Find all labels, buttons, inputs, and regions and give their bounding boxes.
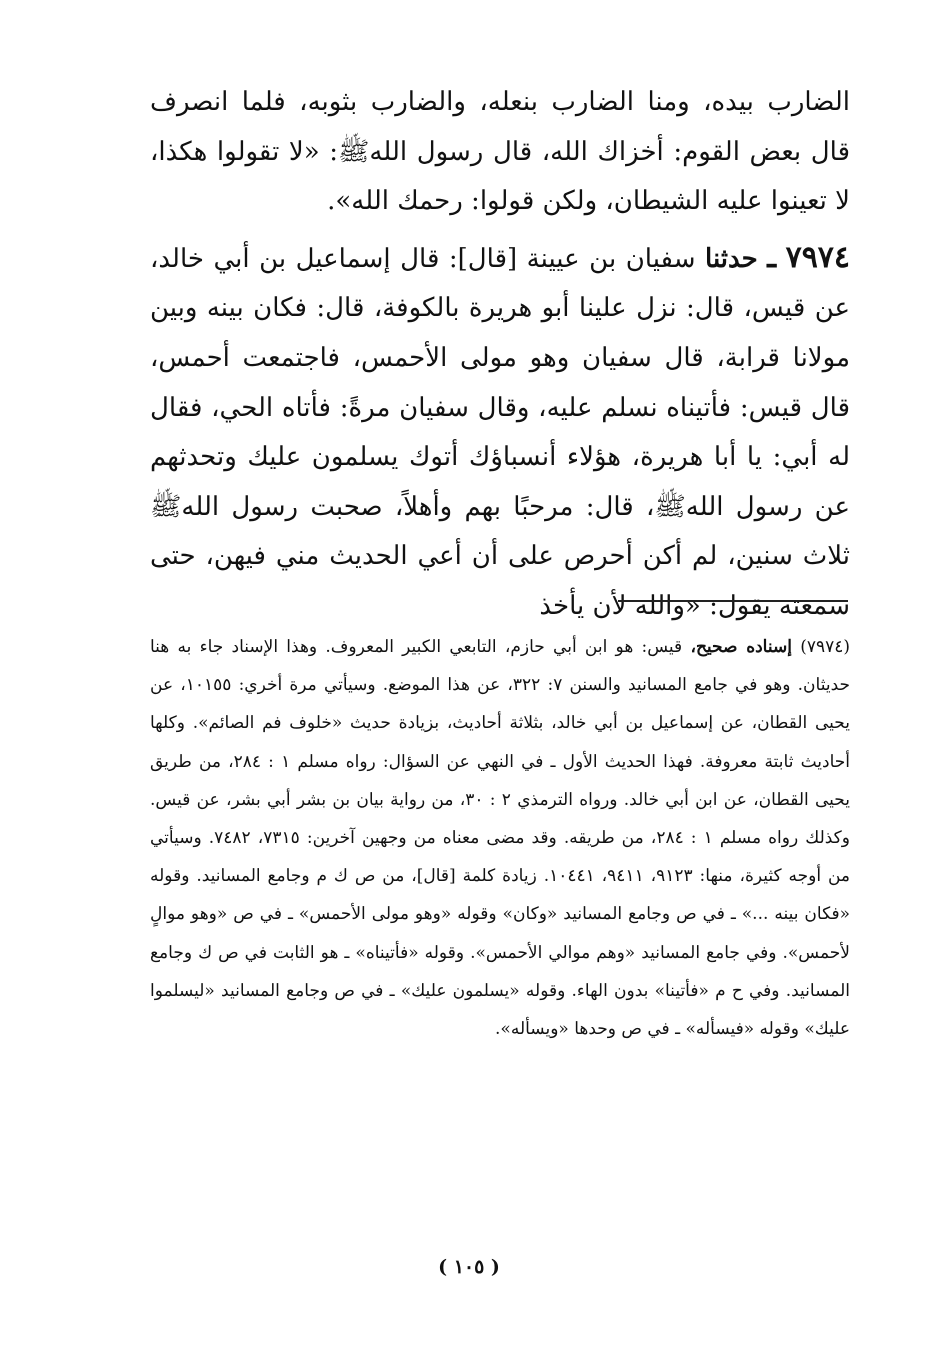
paragraph-continuation: الضارب بيده، ومنا الضارب بنعله، والضارب بثوبه، فلما انصرف قال بعض القوم: أخزاك الله، قال رسول اللهﷺ: «لا تقولوا هكذا، لا تعينوا عليه الشيطان، ولكن قولوا: رحمك الله». — [150, 87, 850, 217]
footnote-section — [150, 628, 850, 1048]
footnote-separator — [618, 600, 848, 602]
main-text — [150, 78, 850, 632]
footnote-text: قيس: هو ابن أبي حازم، التابعي الكبير المعروف. وهذا الإسناد جاء به هنا حديثان. وهو في جامع المسانيد والسنن ٧: ٣٢٢، عن هذا الموضع. وسيأتي مرة أخري: ١٠١٥٥، عن يحيى القطان، عن إسماعيل بن أبي خالد، بثلاثة أحاديث، بزيادة حديث «خلوف فم الصائم». وكلها أحاديث ثابتة معروفة. فهذا الحديث الأول ـ في النهي عن السؤال: رواه مسلم ١ : ٢٨٤، من طريق يحيى القطان، عن ابن أبي خالد. ورواه الترمذي ٢ : ٣٠، من رواية بيان بن بشر أبي بشر، عن قيس. وكذلك رواه مسلم ١ : ٢٨٤، من طريقه. وقد مضى معناه من وجهين آخرين: ٧٣١٥، ٧٤٨٢. وسيأتي من أوجه كثيرة، منها: ٩١٢٣، ٩٤١١، ١٠٤٤١. زيادة كلمة [قال]، من ص ك م وجامع المسانيد. وقوله «فكان بينه ...» ـ في ص وجامع المسانيد «وكان» وقوله «وهو مولى الأحمس» ـ في ص «وهو موالٍ لأحمس». وفي جامع المسانيد «وهم موالي الأحمس». وقوله «فأتيناه» ـ هو الثابت في ص ك وجامع المسانيد. وفي ح م «فأتينا» بدون الهاء. وقوله «يسلمون عليك» ـ في ص وجامع المسانيد «ليسلموا عليك» وقوله «فيسأله» ـ في ص وحدها «ويسأله». — [150, 637, 851, 1040]
footnote-paragraph — [150, 628, 850, 1048]
hadith-paragraph — [150, 233, 850, 632]
page-number: ( ١٠٥ ) — [438, 1256, 500, 1278]
footnote-number: (٧٩٧٤) — [800, 637, 851, 657]
footnote-keyword: إسناده صحيح، — [690, 637, 792, 657]
hadith-dash: ـ — [767, 239, 777, 275]
hadith-number: ٧٩٧٤ — [785, 239, 851, 275]
hadith-text: سفيان بن عيينة [قال]: قال إسماعيل بن أبي خالد، عن قيس، قال: نزل علينا أبو هريرة بالكوفة، قال: فكان بينه وبين مولانا قرابة، قال سفيان وهو مولى الأحمس، فاجتمعت أحمس، قال قيس: فأتيناه نسلم عليه، وقال سفيان مرةً: فأتاه الحي، فقال له أبي: يا أبا هريرة، هؤلاء أنسباؤك أتوك يسلمون عليك وتحدثهم عن رسول اللهﷺ، قال: مرحبًا بهم وأهلاً، صحبت رسول اللهﷺ ثلاث سنين، لم أكن أحرص على أن أعي الحديث مني فيهن، حتى سمعته يقول: «والله لأن يأخذ — [150, 243, 850, 621]
hadith-keyword: حدثنا — [705, 243, 758, 274]
